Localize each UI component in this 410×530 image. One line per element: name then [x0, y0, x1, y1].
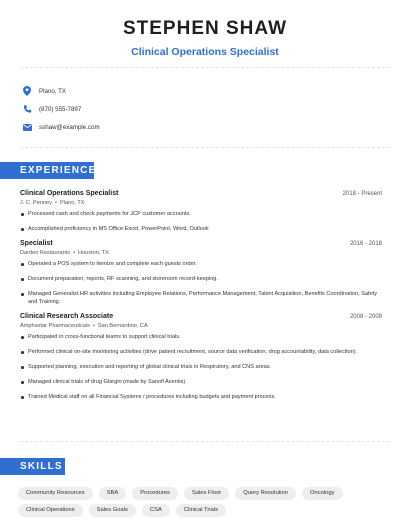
- job-dates: 2016 - 2018: [349, 241, 382, 247]
- contact-location: [22, 82, 100, 100]
- resume-header: [0, 0, 410, 58]
- company-name: J. C. Penney: [20, 200, 53, 206]
- job-location: San Bernardino, CA: [97, 323, 148, 329]
- bullet-item: Accomplished proficiency in MS Office:Excel, PowerPoint, Word, Outlook: [20, 225, 382, 233]
- job-title: Clinical Operations Specialist: [20, 190, 119, 197]
- bullet-item: Managed Generalist HR activities including Employee Relations, Performance Management, Talent Acquisition, Benefits Coordination, Safety and Training.: [20, 290, 382, 306]
- job-entry: [20, 240, 382, 306]
- job-location: Houston, TX: [78, 250, 110, 256]
- job-dates: 2008 - 2009: [349, 314, 382, 320]
- contact-phone: [22, 100, 100, 118]
- job-entry: [20, 190, 382, 233]
- job-bullets: [20, 333, 382, 401]
- skill-pill: Clinical Trials: [176, 504, 226, 517]
- job-bullets: [20, 260, 382, 306]
- phone-icon: [22, 104, 32, 114]
- bullet-item: Processed cash and check payments for JCP customer accounts.: [20, 210, 382, 218]
- job-location: Plano, TX: [60, 200, 85, 206]
- phone-text: (870) 555-7897: [39, 105, 82, 113]
- skills-heading: SKILLS: [0, 458, 65, 475]
- skills-list: [18, 487, 396, 521]
- experience-heading: EXPERIENCE: [0, 162, 94, 179]
- bullet-item: Participated in cross-functional teams to support clinical trials.: [20, 333, 382, 341]
- skill-pill: Community Resources: [18, 487, 93, 500]
- job-title: Clinical Research Associate: [20, 313, 114, 320]
- skill-pill: SBA: [99, 487, 127, 500]
- bullet-item: Performed clinical on-site monitoring activities (drive patient recruitment, source data verification, drug accountability, data collection).: [20, 348, 382, 356]
- envelope-icon: [22, 122, 32, 132]
- contact-list: [22, 82, 100, 136]
- bullet-item: Trained Medical staff on all Financial Systems / procedures including budgets and payment process.: [20, 393, 382, 401]
- candidate-title: Clinical Operations Specialist: [131, 46, 279, 58]
- skill-pill: CSA: [142, 504, 170, 517]
- job-dates: 2018 - Present: [342, 191, 382, 197]
- header-divider: [20, 67, 390, 68]
- job-meta: Darden Restaurants • Houston, TX: [20, 250, 110, 256]
- skill-pill: Query Resolution: [235, 487, 296, 500]
- location-pin-icon: [22, 86, 32, 96]
- email-text[interactable]: sshaw@example.com: [39, 123, 100, 131]
- skill-pill: Clinical Operations: [18, 504, 83, 517]
- candidate-name: STEPHEN SHAW: [122, 18, 288, 39]
- contact-email: [22, 118, 100, 136]
- experience-list: [20, 190, 382, 408]
- job-entry: [20, 313, 382, 401]
- company-name: Amphastar Pharmaceuticals: [20, 323, 90, 329]
- bullet-item: Supported planning, execution and reporting of global clinical trials in Respiratory, and CNS areas.: [20, 363, 382, 371]
- skill-pill: Procedures: [132, 487, 178, 500]
- job-meta: J. C. Penney • Plano, TX: [20, 200, 85, 206]
- contact-divider: [20, 147, 390, 148]
- bullet-item: Document preparation, reports, RF scanning, and storeroom record-keeping.: [20, 275, 382, 283]
- job-bullets: [20, 210, 382, 233]
- experience-divider: [20, 441, 390, 442]
- job-meta: Amphastar Pharmaceuticals • San Bernardino, CA: [20, 323, 148, 329]
- bullet-item: Managed clinical trials of drug Glargin (made by Sanofi Aventis).: [20, 378, 382, 386]
- skill-pill: Oncology: [302, 487, 343, 500]
- bullet-item: Operated a POS system to itemize and complete each guests order.: [20, 260, 382, 268]
- skill-pill: Sales Goals: [89, 504, 136, 517]
- job-title: Specialist: [20, 240, 53, 247]
- company-name: Darden Restaurants: [20, 250, 71, 256]
- skill-pill: Sales Floor: [184, 487, 229, 500]
- location-text: Plano, TX: [39, 87, 67, 95]
